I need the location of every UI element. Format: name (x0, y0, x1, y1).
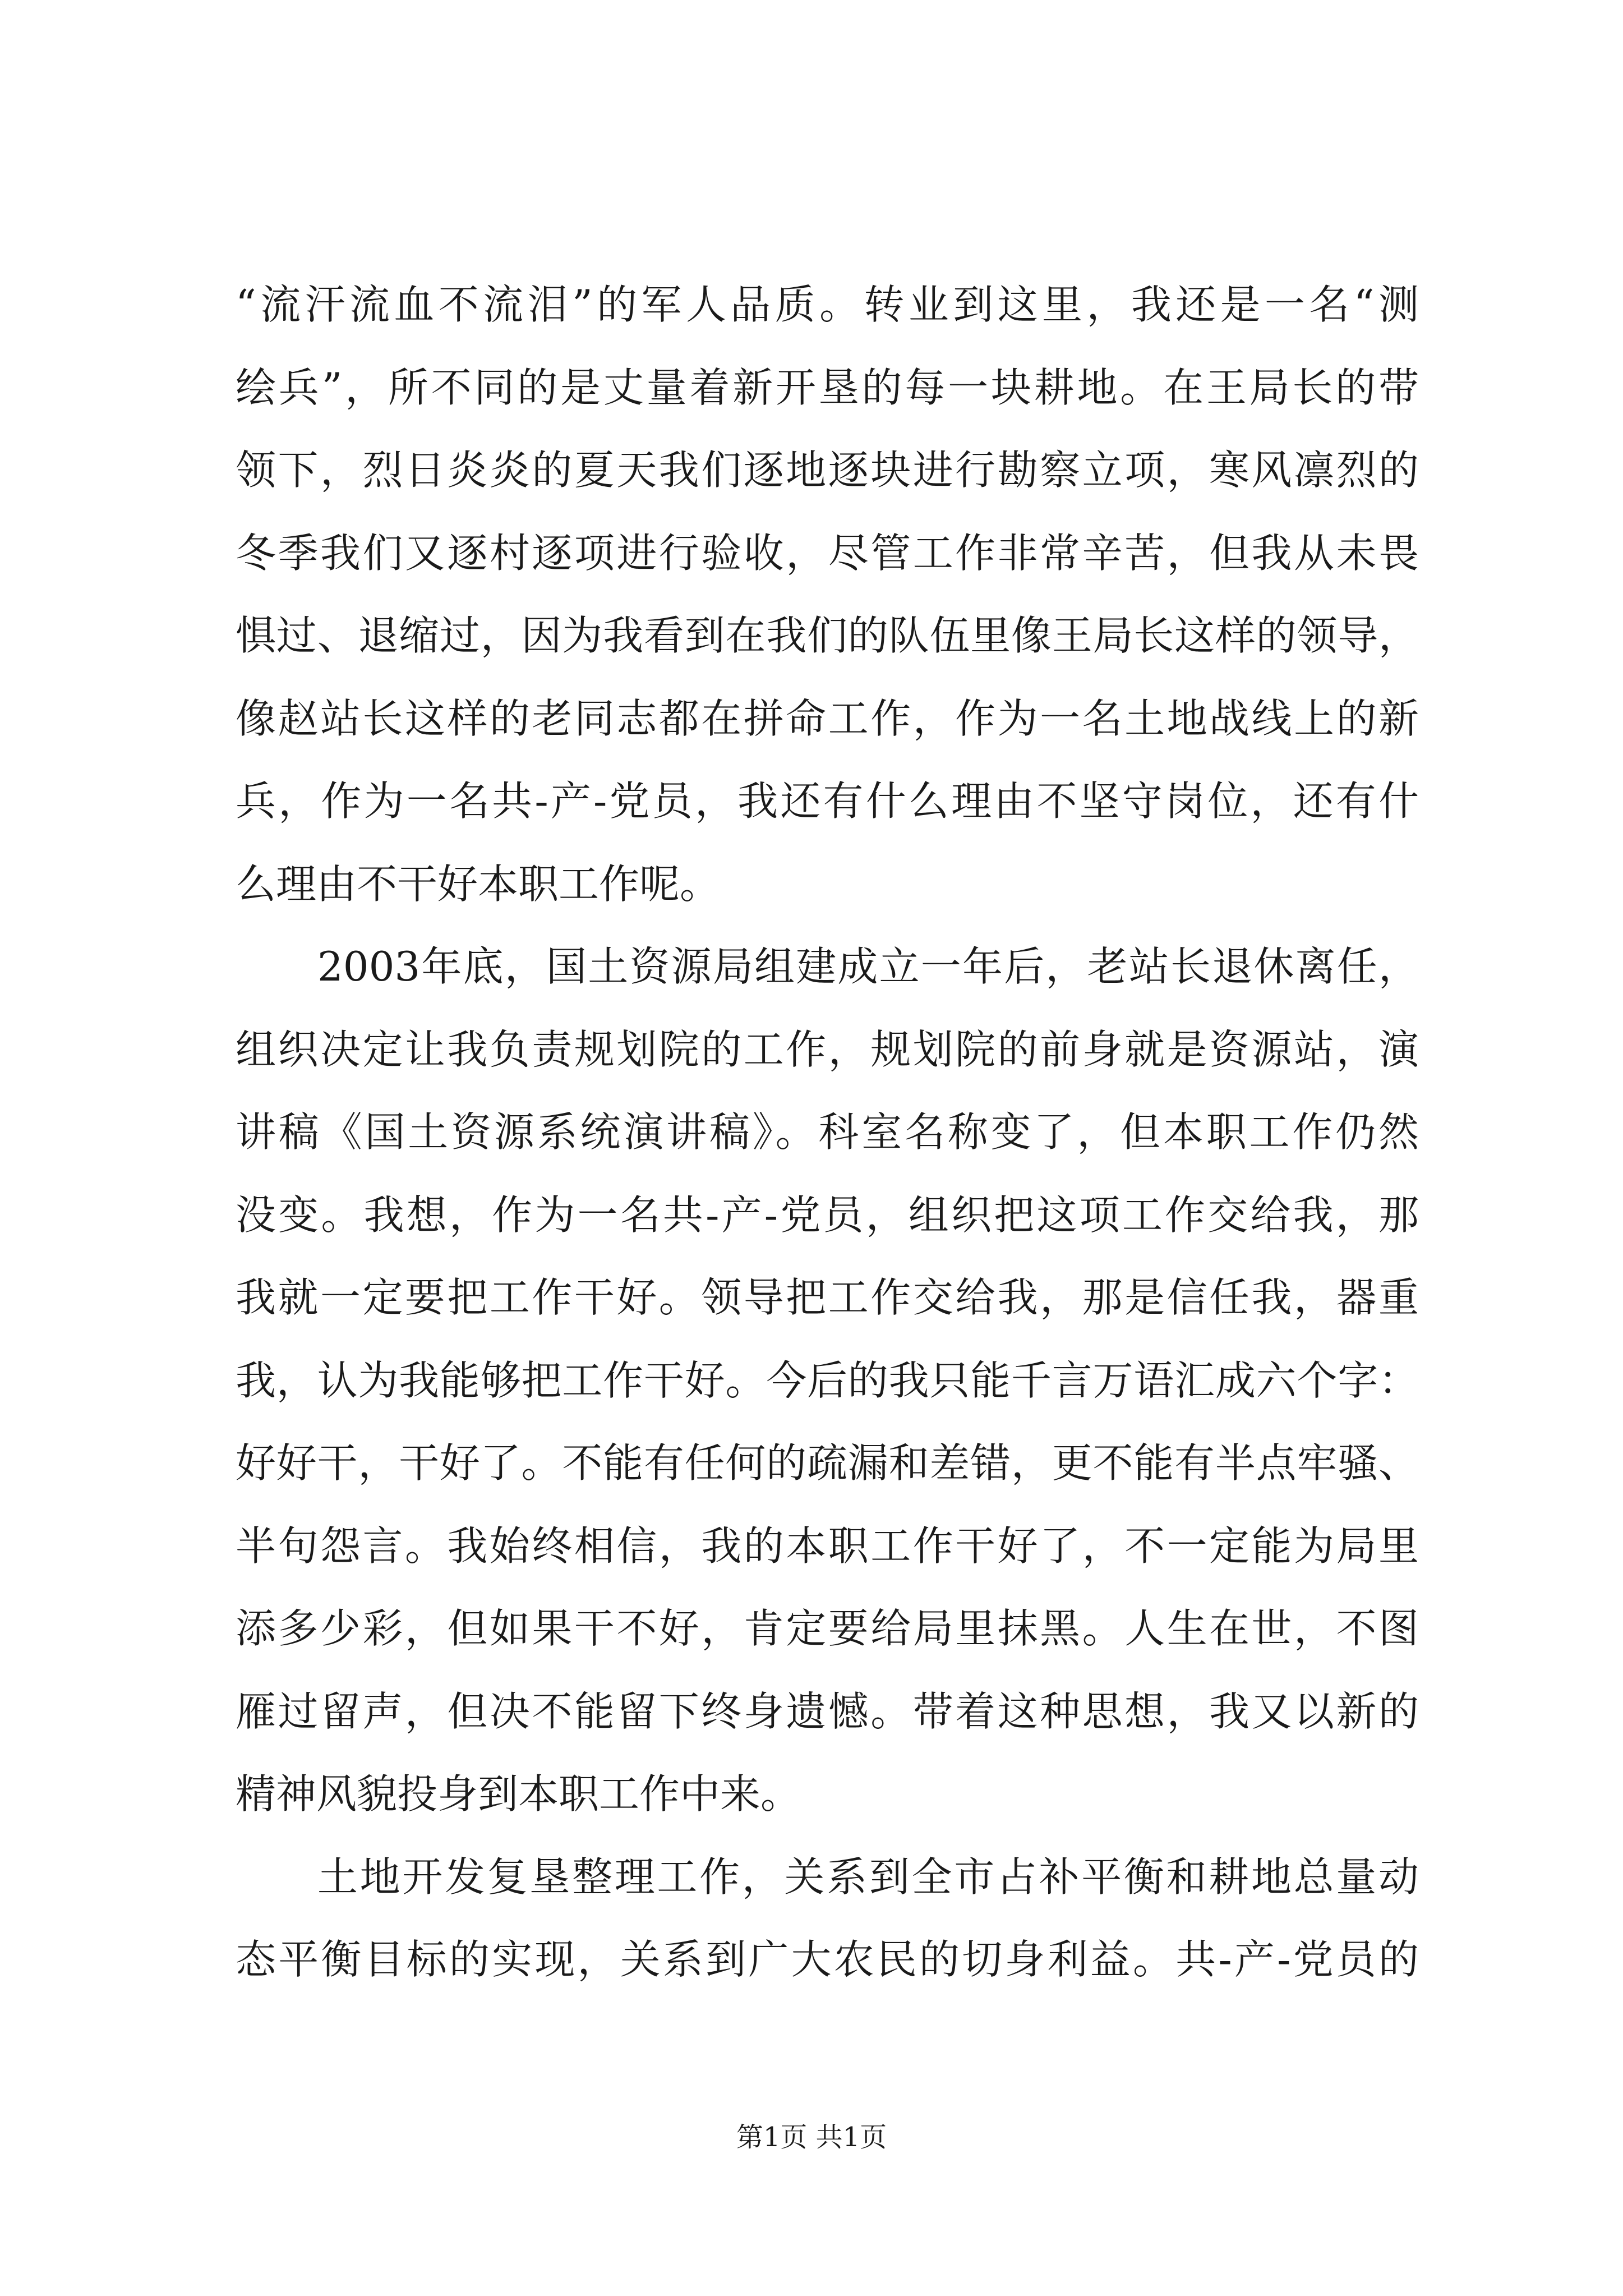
text-line: 像赵站长这样的老同志都在拼命工作，作为一名土地战线上的新 (236, 694, 1419, 742)
text-line: 我就一定要把工作干好。领导把工作交给我，那是信任我，器重 (236, 1274, 1419, 1321)
text-line: 雁过留声，但决不能留下终身遗憾。带着这种思想，我又以新的 (236, 1687, 1419, 1735)
text-line: 精神风貌投身到本职工作中来。 (236, 1770, 801, 1818)
page-footer (0, 2120, 1623, 2154)
text-line: 冬季我们又逐村逐项进行验收，尽管工作非常辛苦，但我从未畏 (236, 529, 1419, 577)
text-line: 讲稿《国土资源系统演讲稿》。科室名称变了，但本职工作仍然 (236, 1108, 1419, 1156)
document-body (236, 264, 1419, 2001)
text-line: 我，认为我能够把工作干好。今后的我只能千言万语汇成六个字： (236, 1356, 1419, 1404)
paragraph (236, 926, 1419, 1836)
text-line: 没变。我想，作为一名共-产-党员，组织把这项工作交给我，那 (236, 1191, 1419, 1239)
text-line: 好好干，干好了。不能有任何的疏漏和差错，更不能有半点牢骚、 (236, 1439, 1419, 1487)
text-line: 2003年底，国土资源局组建成立一年后，老站长退休离任， (317, 943, 1419, 990)
text-line: 态平衡目标的实现，关系到广大农民的切身利益。共-产-党员的 (236, 1936, 1419, 1983)
text-line: 土地开发复垦整理工作，关系到全市占补平衡和耕地总量动 (317, 1853, 1419, 1901)
text-line: 添多少彩，但如果干不好，肯定要给局里抹黑。人生在世，不图 (236, 1605, 1419, 1652)
text-line: “流汗流血不流泪”的军人品质。转业到这里，我还是一名“测 (236, 281, 1419, 328)
text-line: 组织决定让我负责规划院的工作，规划院的前身就是资源站，演 (236, 1025, 1419, 1073)
paragraph (236, 1836, 1419, 2001)
page-number-label: 第1页 共1页 (736, 2122, 887, 2153)
text-line: 领下，烈日炎炎的夏天我们逐地逐块进行勘察立项，寒风凛烈的 (236, 447, 1419, 494)
text-line: 兵，作为一名共-产-党员，我还有什么理由不坚守岗位，还有什 (236, 777, 1419, 825)
text-line: 么理由不干好本职工作呢。 (236, 860, 721, 908)
text-line: 半句怨言。我始终相信，我的本职工作干好了，不一定能为局里 (236, 1522, 1419, 1570)
text-line: 惧过、退缩过，因为我看到在我们的队伍里像王局长这样的领导， (236, 612, 1419, 659)
paragraph (236, 264, 1419, 926)
text-line: 绘兵”，所不同的是丈量着新开垦的每一块耕地。在王局长的带 (236, 364, 1419, 411)
